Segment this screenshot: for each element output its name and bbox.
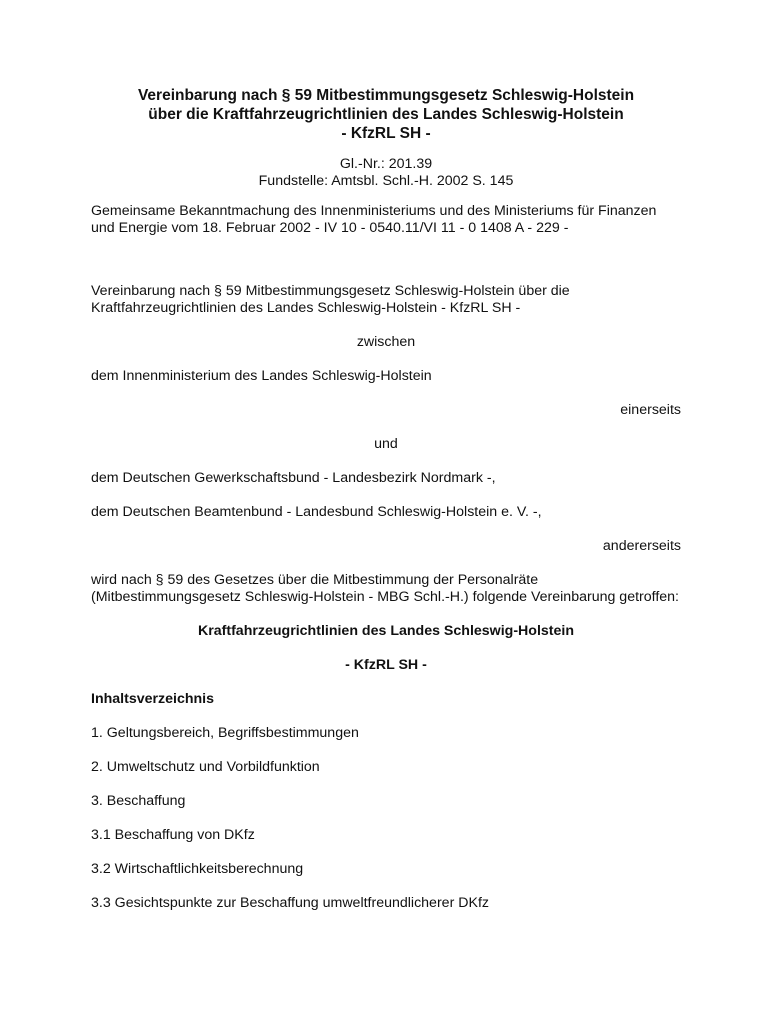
agreement-statement: wird nach § 59 des Gesetzes über die Mitbestimmung der Personalräte (Mitbestimmungsgesetz Schleswig-Holstein - MBG Schl.-H.) folgende Vereinbarung getroffen: [91,572,679,605]
title-line-2: über die Kraftfahrzeugrichtlinien des Landes Schleswig-Holstein [148,106,624,123]
guidelines-heading: Kraftfahrzeugrichtlinien des Landes Schleswig-Holstein [197,623,575,639]
und-label: und [374,436,398,452]
party-dgb: dem Deutschen Gewerkschaftsbund - Landesbezirk Nordmark -, [91,470,496,486]
toc-item: 3.3 Gesichtspunkte zur Beschaffung umweltfreundlicherer DKfz [91,895,489,911]
toc-item: 3.2 Wirtschaftlichkeitsberechnung [91,861,304,877]
toc-item: 3. Beschaffung [91,793,186,809]
document-meta [91,156,681,190]
einerseits-label: einerseits [620,402,681,418]
andererseits-label: andererseits [602,538,681,554]
document-title [91,86,681,143]
title-line-1: Vereinbarung nach § 59 Mitbestimmungsgesetz Schleswig-Holstein [137,87,635,104]
toc-item: 1. Geltungsbereich, Begriffsbestimmungen [91,725,359,741]
gl-number: Gl.-Nr.: 201.39 [339,156,433,172]
document-page [91,86,681,912]
toc-list [91,725,681,912]
toc-item: 2. Umweltschutz und Vorbildfunktion [91,759,320,775]
party-dbb: dem Deutschen Beamtenbund - Landesbund Schleswig-Holstein e. V. -, [91,504,542,520]
guidelines-abbrev: - KfzRL SH - [345,657,427,673]
announcement-paragraph: Gemeinsame Bekanntmachung des Innenministeriums und des Ministeriums für Finanzen und Energie vom 18. Februar 2002 - IV 10 - 0540.11/VI 11 - 0 1408 A - 229 - [91,203,657,236]
zwischen-label: zwischen [356,334,416,350]
title-line-3: - KfzRL SH - [341,125,431,142]
toc-heading: Inhaltsverzeichnis [91,691,215,707]
toc-item: 3.1 Beschaffung von DKfz [91,827,255,843]
fundstelle: Fundstelle: Amtsbl. Schl.-H. 2002 S. 145 [258,173,514,189]
agreement-intro: Vereinbarung nach § 59 Mitbestimmungsgesetz Schleswig-Holstein über die Kraftfahrzeugrichtlinien des Landes Schleswig-Holstein - KfzRL SH - [91,283,570,316]
party-innenministerium: dem Innenministerium des Landes Schleswig-Holstein [91,368,432,384]
